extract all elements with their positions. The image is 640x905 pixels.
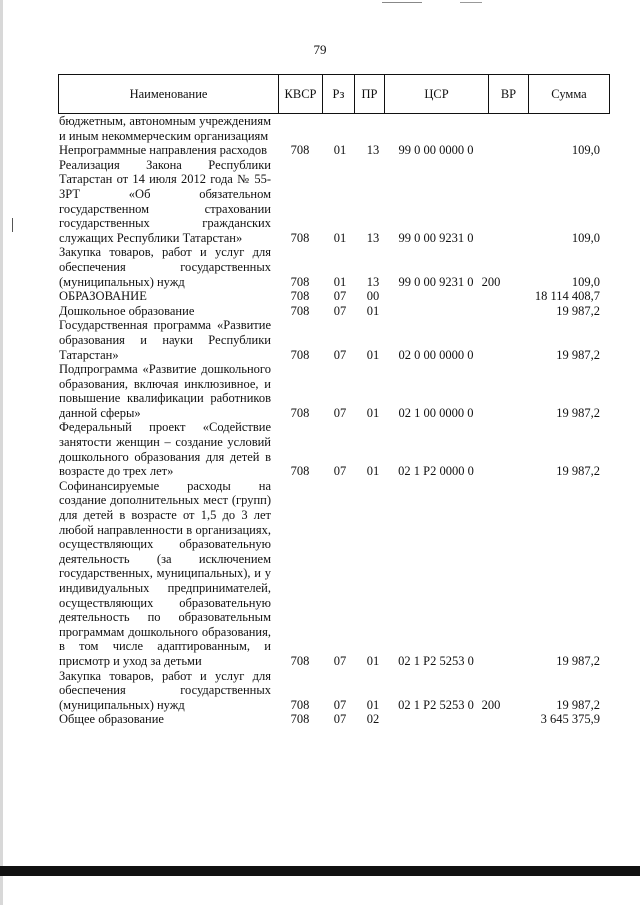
row-rz: 07 xyxy=(333,697,347,712)
table-row xyxy=(58,362,610,420)
row-rz: 07 xyxy=(333,347,347,362)
row-rz: 07 xyxy=(333,464,347,479)
row-csr: 02 1 P2 5253 0 xyxy=(398,653,474,668)
row-rz: 07 xyxy=(333,303,347,318)
row-name: Закупка товаров, работ и услуг для обеспечения государственных (муниципальных) нужд xyxy=(59,245,271,289)
row-pr: 00 xyxy=(366,289,380,304)
row-kvsr: 708 xyxy=(290,697,310,712)
row-name: Непрограммные направления расходов xyxy=(59,143,267,158)
scan-mark-top-2 xyxy=(460,2,482,3)
table-header xyxy=(58,74,610,114)
row-rz: 07 xyxy=(333,405,347,420)
scan-bottom-bar xyxy=(0,866,640,876)
row-sum: 19 987,2 xyxy=(556,697,600,712)
scan-edge-line xyxy=(0,0,3,905)
row-pr: 13 xyxy=(366,230,380,245)
row-csr: 02 0 00 0000 0 xyxy=(398,347,474,362)
row-sum: 19 987,2 xyxy=(556,303,600,318)
row-name: Софинансируемые расходы на создание дополнительных мест (групп) для детей в возрасте от 1,5 до 3 лет любой направленности в организациях, осуществляющих образовательную деятельность (за исключением государственных, муниципальных), и у индивидуальных предпринимателей, осуществляющих образовательную деятельность по образовательным программам дошкольного образования, в том числе адаптированным, и присмотр и уход за детьми xyxy=(59,478,271,668)
row-sum: 109,0 xyxy=(571,274,600,289)
row-kvsr: 708 xyxy=(290,347,310,362)
table-row xyxy=(58,669,610,713)
row-sum: 19 987,2 xyxy=(556,653,600,668)
row-sum: 19 987,2 xyxy=(556,464,600,479)
row-csr: 02 1 00 0000 0 xyxy=(398,405,474,420)
row-pr: 01 xyxy=(366,405,380,420)
table-row xyxy=(58,245,610,289)
row-csr: 02 1 P2 0000 0 xyxy=(398,464,474,479)
row-pr: 13 xyxy=(366,143,380,158)
row-kvsr: 708 xyxy=(290,289,310,304)
row-kvsr: 708 xyxy=(290,405,310,420)
row-rz: 01 xyxy=(333,143,347,158)
row-csr: 99 0 00 0000 0 xyxy=(398,143,474,158)
row-kvsr: 708 xyxy=(290,143,310,158)
row-name: Реализация Закона Республики Татарстан от 14 июля 2012 года № 55-ЗРТ «Об обязательном государственном страховании государственных гражданских служащих Республики Татарстан» xyxy=(59,157,271,245)
table-row xyxy=(58,712,610,727)
row-name: Дошкольное образование xyxy=(59,303,195,318)
row-name: Подпрограмма «Развитие дошкольного образования, включая инклюзивное, и повышение квалификации работников данной сферы» xyxy=(59,362,271,420)
row-name: Закупка товаров, работ и услуг для обеспечения государственных (муниципальных) нужд xyxy=(59,668,271,712)
header-name: Наименование xyxy=(59,75,279,113)
row-sum: 19 987,2 xyxy=(556,405,600,420)
table-body xyxy=(58,114,610,727)
row-sum: 19 987,2 xyxy=(556,347,600,362)
row-kvsr: 708 xyxy=(290,274,310,289)
row-rz: 01 xyxy=(333,274,347,289)
row-kvsr: 708 xyxy=(290,230,310,245)
row-pr: 01 xyxy=(366,303,380,318)
row-pr: 02 xyxy=(366,712,380,727)
table-row xyxy=(58,158,610,246)
table-row xyxy=(58,304,610,319)
row-vr: 200 xyxy=(481,697,501,712)
row-kvsr: 708 xyxy=(290,653,310,668)
row-pr: 01 xyxy=(366,697,380,712)
table-row xyxy=(58,318,610,362)
row-rz: 07 xyxy=(333,653,347,668)
row-name: Федеральный проект «Содействие занятости женщин – создание условий дошкольного образования для детей в возрасте до трех лет» xyxy=(59,420,271,479)
row-kvsr: 708 xyxy=(290,464,310,479)
row-name: ОБРАЗОВАНИЕ xyxy=(59,289,147,304)
page-number: 79 xyxy=(313,42,327,57)
row-pr: 01 xyxy=(366,464,380,479)
row-rz: 07 xyxy=(333,289,347,304)
header-vr: ВР xyxy=(489,75,529,113)
row-kvsr: 708 xyxy=(290,303,310,318)
row-csr: 99 0 00 9231 0 xyxy=(398,230,474,245)
header-sum: Сумма xyxy=(551,87,587,101)
table-row xyxy=(58,479,610,669)
row-name: Общее образование xyxy=(59,712,164,727)
header-kvsr: КВСР xyxy=(279,75,323,113)
row-rz: 01 xyxy=(333,230,347,245)
header-pr: ПР xyxy=(355,75,385,113)
table-row xyxy=(58,289,610,304)
row-name: бюджетным, автономным учреждениям и иным некоммерческим организациям xyxy=(59,114,271,143)
table-row xyxy=(58,114,610,143)
table-row xyxy=(58,420,610,478)
row-rz: 07 xyxy=(333,712,347,727)
header-csr: ЦСР xyxy=(385,75,489,113)
row-csr: 99 0 00 9231 0 xyxy=(398,274,474,289)
table-row xyxy=(58,143,610,158)
row-pr: 01 xyxy=(366,347,380,362)
row-sum: 18 114 408,7 xyxy=(534,289,600,304)
scan-mark-top xyxy=(382,2,422,3)
row-sum: 109,0 xyxy=(571,143,600,158)
row-vr: 200 xyxy=(481,274,501,289)
scan-mark-left xyxy=(12,218,13,232)
row-sum: 109,0 xyxy=(571,230,600,245)
row-kvsr: 708 xyxy=(290,712,310,727)
row-name: Государственная программа «Развитие образования и науки Республики Татарстан» xyxy=(59,318,271,362)
row-sum: 3 645 375,9 xyxy=(540,712,600,727)
row-pr: 01 xyxy=(366,653,380,668)
row-pr: 13 xyxy=(366,274,380,289)
header-rz: Рз xyxy=(323,75,355,113)
row-csr: 02 1 P2 5253 0 xyxy=(398,697,474,712)
